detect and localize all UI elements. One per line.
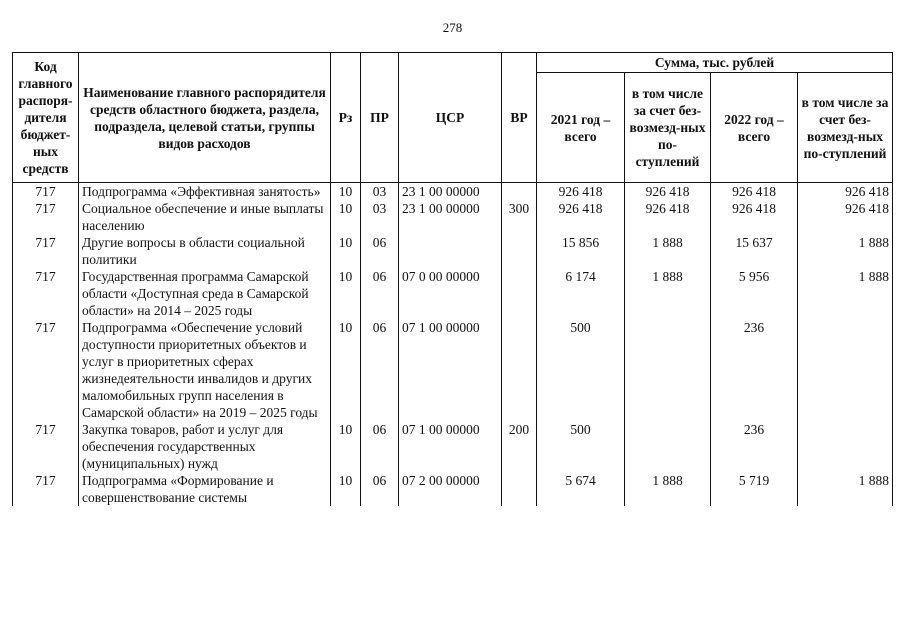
header-vr: ВР <box>502 53 537 183</box>
cell-code: 717 <box>13 234 79 268</box>
cell-csr <box>399 234 502 268</box>
cell-2022-total: 236 <box>711 421 798 472</box>
cell-2021-grants: 1 888 <box>625 472 711 506</box>
cell-rz: 10 <box>331 234 361 268</box>
cell-csr: 23 1 00 00000 <box>399 200 502 234</box>
cell-2021-grants: 1 888 <box>625 268 711 319</box>
table-row <box>13 200 893 234</box>
header-sum-group: Сумма, тыс. рублей <box>537 53 893 73</box>
cell-2021-grants: 926 418 <box>625 200 711 234</box>
cell-rz: 10 <box>331 421 361 472</box>
cell-name: Закупка товаров, работ и услуг для обеспечения государственных (муниципальных) нужд <box>79 421 331 472</box>
cell-csr: 07 0 00 00000 <box>399 268 502 319</box>
table-header <box>13 53 893 183</box>
cell-code: 717 <box>13 319 79 421</box>
cell-pr: 06 <box>361 421 399 472</box>
cell-pr: 03 <box>361 200 399 234</box>
cell-rz: 10 <box>331 472 361 506</box>
cell-rz: 10 <box>331 319 361 421</box>
cell-2022-grants: 1 888 <box>798 234 893 268</box>
cell-2022-grants: 926 418 <box>798 200 893 234</box>
cell-csr: 23 1 00 00000 <box>399 183 502 201</box>
cell-2022-total: 926 418 <box>711 183 798 201</box>
header-csr: ЦСР <box>399 53 502 183</box>
table-row <box>13 421 893 472</box>
cell-2022-grants <box>798 319 893 421</box>
cell-2022-grants: 926 418 <box>798 183 893 201</box>
cell-2021-grants <box>625 421 711 472</box>
cell-vr <box>502 268 537 319</box>
header-pr: ПР <box>361 53 399 183</box>
cell-code: 717 <box>13 472 79 506</box>
cell-vr <box>502 234 537 268</box>
cell-2021-grants: 926 418 <box>625 183 711 201</box>
cell-name: Государственная программа Самарской области «Доступная среда в Самарской области» на 2014 – 2025 годы <box>79 268 331 319</box>
cell-vr <box>502 319 537 421</box>
cell-2021-total: 6 174 <box>537 268 625 319</box>
cell-2022-total: 926 418 <box>711 200 798 234</box>
cell-vr <box>502 183 537 201</box>
cell-2021-total: 500 <box>537 421 625 472</box>
table-row <box>13 319 893 421</box>
cell-2021-total: 926 418 <box>537 200 625 234</box>
cell-2022-grants: 1 888 <box>798 268 893 319</box>
cell-pr: 06 <box>361 268 399 319</box>
cell-vr <box>502 472 537 506</box>
table-row <box>13 472 893 506</box>
cell-code: 717 <box>13 421 79 472</box>
cell-name: Социальное обеспечение и иные выплаты населению <box>79 200 331 234</box>
cell-code: 717 <box>13 268 79 319</box>
cell-code: 717 <box>13 200 79 234</box>
cell-pr: 06 <box>361 234 399 268</box>
table-row <box>13 234 893 268</box>
page-number: 278 <box>442 20 463 35</box>
budget-table <box>12 52 893 506</box>
cell-rz: 10 <box>331 268 361 319</box>
cell-vr: 200 <box>502 421 537 472</box>
cell-2022-grants <box>798 421 893 472</box>
cell-2022-total: 5 719 <box>711 472 798 506</box>
cell-2021-total: 500 <box>537 319 625 421</box>
cell-pr: 03 <box>361 183 399 201</box>
cell-2021-total: 15 856 <box>537 234 625 268</box>
header-name: Наименование главного распорядителя средств областного бюджета, раздела, подраздела, целевой статьи, группы видов расходов <box>79 53 331 183</box>
cell-2021-total: 5 674 <box>537 472 625 506</box>
header-rz: Рз <box>331 53 361 183</box>
cell-code: 717 <box>13 183 79 201</box>
cell-name: Подпрограмма «Эффективная занятость» <box>79 183 331 201</box>
header-2022-total: 2022 год – всего <box>711 73 798 183</box>
header-2021-total: 2021 год – всего <box>537 73 625 183</box>
cell-pr: 06 <box>361 472 399 506</box>
cell-2022-total: 15 637 <box>711 234 798 268</box>
cell-name: Подпрограмма «Формирование и совершенствование системы <box>79 472 331 506</box>
table-body <box>13 183 893 507</box>
cell-csr: 07 1 00 00000 <box>399 319 502 421</box>
cell-pr: 06 <box>361 319 399 421</box>
header-code: Код главного распоря-дителя бюджет-ных средств <box>13 53 79 183</box>
table-row <box>13 183 893 201</box>
cell-name: Подпрограмма «Обеспечение условий доступности приоритетных объектов и услуг в приоритетных сферах жизнедеятельности инвалидов и других маломобильных групп населения в Самарской области» на 2019 – 2025 годы <box>79 319 331 421</box>
cell-vr: 300 <box>502 200 537 234</box>
cell-csr: 07 2 00 00000 <box>399 472 502 506</box>
cell-csr: 07 1 00 00000 <box>399 421 502 472</box>
header-2021-grants: в том числе за счет без-возмезд-ных по-ступлений <box>625 73 711 183</box>
cell-2021-grants <box>625 319 711 421</box>
cell-2021-grants: 1 888 <box>625 234 711 268</box>
cell-name: Другие вопросы в области социальной политики <box>79 234 331 268</box>
cell-2021-total: 926 418 <box>537 183 625 201</box>
cell-2022-grants: 1 888 <box>798 472 893 506</box>
cell-2022-total: 236 <box>711 319 798 421</box>
cell-rz: 10 <box>331 200 361 234</box>
cell-2022-total: 5 956 <box>711 268 798 319</box>
cell-rz: 10 <box>331 183 361 201</box>
table-row <box>13 268 893 319</box>
header-2022-grants: в том числе за счет без-возмезд-ных по-ступлений <box>798 73 893 183</box>
